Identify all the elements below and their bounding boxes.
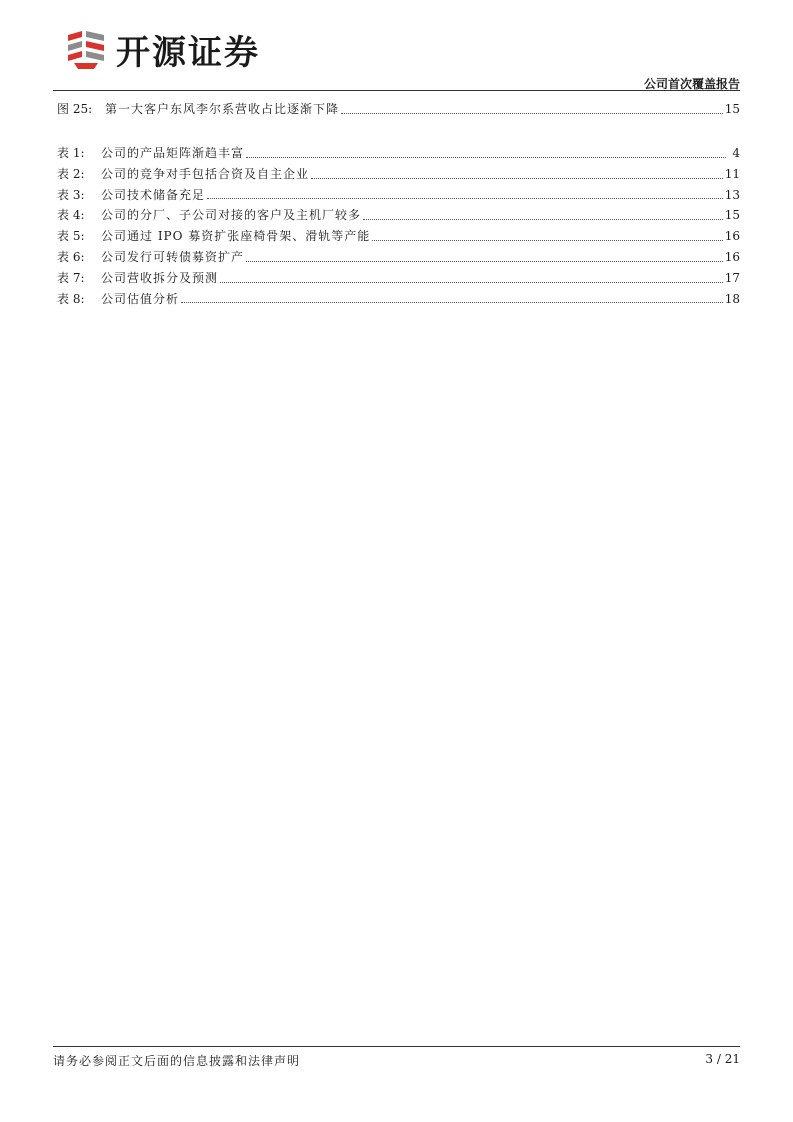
brand-name: 开源证券 (116, 32, 260, 73)
tables-toc (57, 143, 740, 309)
toc-entry-title: 公司营收拆分及预测 (101, 270, 219, 285)
toc-entry-label: 表 8: (57, 291, 85, 306)
toc-leader-dots (341, 113, 723, 114)
toc-leader-dots (246, 261, 723, 262)
toc-entry[interactable] (57, 268, 740, 289)
brand-logo (64, 26, 260, 72)
brand-logo-icon (64, 27, 108, 71)
toc-leader-dots (207, 198, 723, 199)
toc-entry-title: 公司技术储备充足 (101, 187, 206, 202)
toc-entry-page: 4 (732, 146, 740, 160)
toc-leader-dots (246, 157, 726, 158)
page-number: 3 / 21 (705, 1052, 740, 1066)
toc-entry-title: 公司的竞争对手包括合资及自主企业 (101, 166, 310, 181)
toc-leader-dots (363, 219, 723, 220)
toc-leader-dots (220, 282, 723, 283)
toc-entry-label: 表 1: (57, 146, 85, 160)
toc-entry-label: 表 3: (57, 187, 85, 202)
toc-entry-title: 公司的分厂、子公司对接的客户及主机厂较多 (101, 208, 362, 223)
toc-leader-dots (311, 178, 723, 179)
header-divider (53, 90, 740, 91)
toc-entry-label: 表 2: (57, 166, 85, 181)
toc-entry[interactable] (57, 289, 740, 310)
toc-entry-page: 18 (724, 291, 740, 306)
toc-entry-page: 16 (724, 249, 740, 264)
toc-entry-page: 15 (724, 102, 740, 116)
toc-entry[interactable] (57, 205, 740, 226)
toc-entry[interactable] (57, 164, 740, 185)
toc-leader-dots (372, 240, 722, 241)
toc-entry-label: 图 25: (57, 102, 93, 116)
toc-entry-page: 17 (724, 270, 740, 285)
toc-entry[interactable] (57, 226, 740, 247)
toc-entry[interactable] (57, 99, 740, 120)
toc-entry-label: 表 4: (57, 208, 85, 223)
toc-entry-page: 11 (724, 166, 740, 181)
toc-entry[interactable] (57, 143, 740, 164)
toc-entry-title: 公司估值分析 (101, 291, 180, 306)
toc-entry-label: 表 5: (57, 229, 85, 244)
page-header (0, 0, 793, 90)
toc-entry-page: 16 (724, 229, 740, 244)
toc-entry[interactable] (57, 247, 740, 268)
toc-entry-label: 表 6: (57, 249, 85, 264)
figures-toc (57, 99, 740, 120)
toc-entry-title: 第一大客户东风李尔系营收占比逐渐下降 (105, 102, 340, 116)
toc-entry-title: 公司通过 IPO 募资扩张座椅骨架、滑轨等产能 (101, 229, 371, 244)
footer-divider (53, 1046, 740, 1047)
toc-leader-dots (181, 302, 723, 303)
toc-entry-label: 表 7: (57, 270, 85, 285)
report-type-label: 公司首次覆盖报告 (643, 77, 740, 91)
toc-entry-page: 13 (724, 187, 740, 202)
toc-entry-title: 公司的产品矩阵渐趋丰富 (101, 146, 245, 160)
toc-entry-page: 15 (724, 208, 740, 223)
toc-entry-title: 公司发行可转债募资扩产 (101, 249, 245, 264)
footer-disclaimer: 请务必参阅正文后面的信息披露和法律声明 (53, 1054, 301, 1068)
toc-entry[interactable] (57, 185, 740, 206)
